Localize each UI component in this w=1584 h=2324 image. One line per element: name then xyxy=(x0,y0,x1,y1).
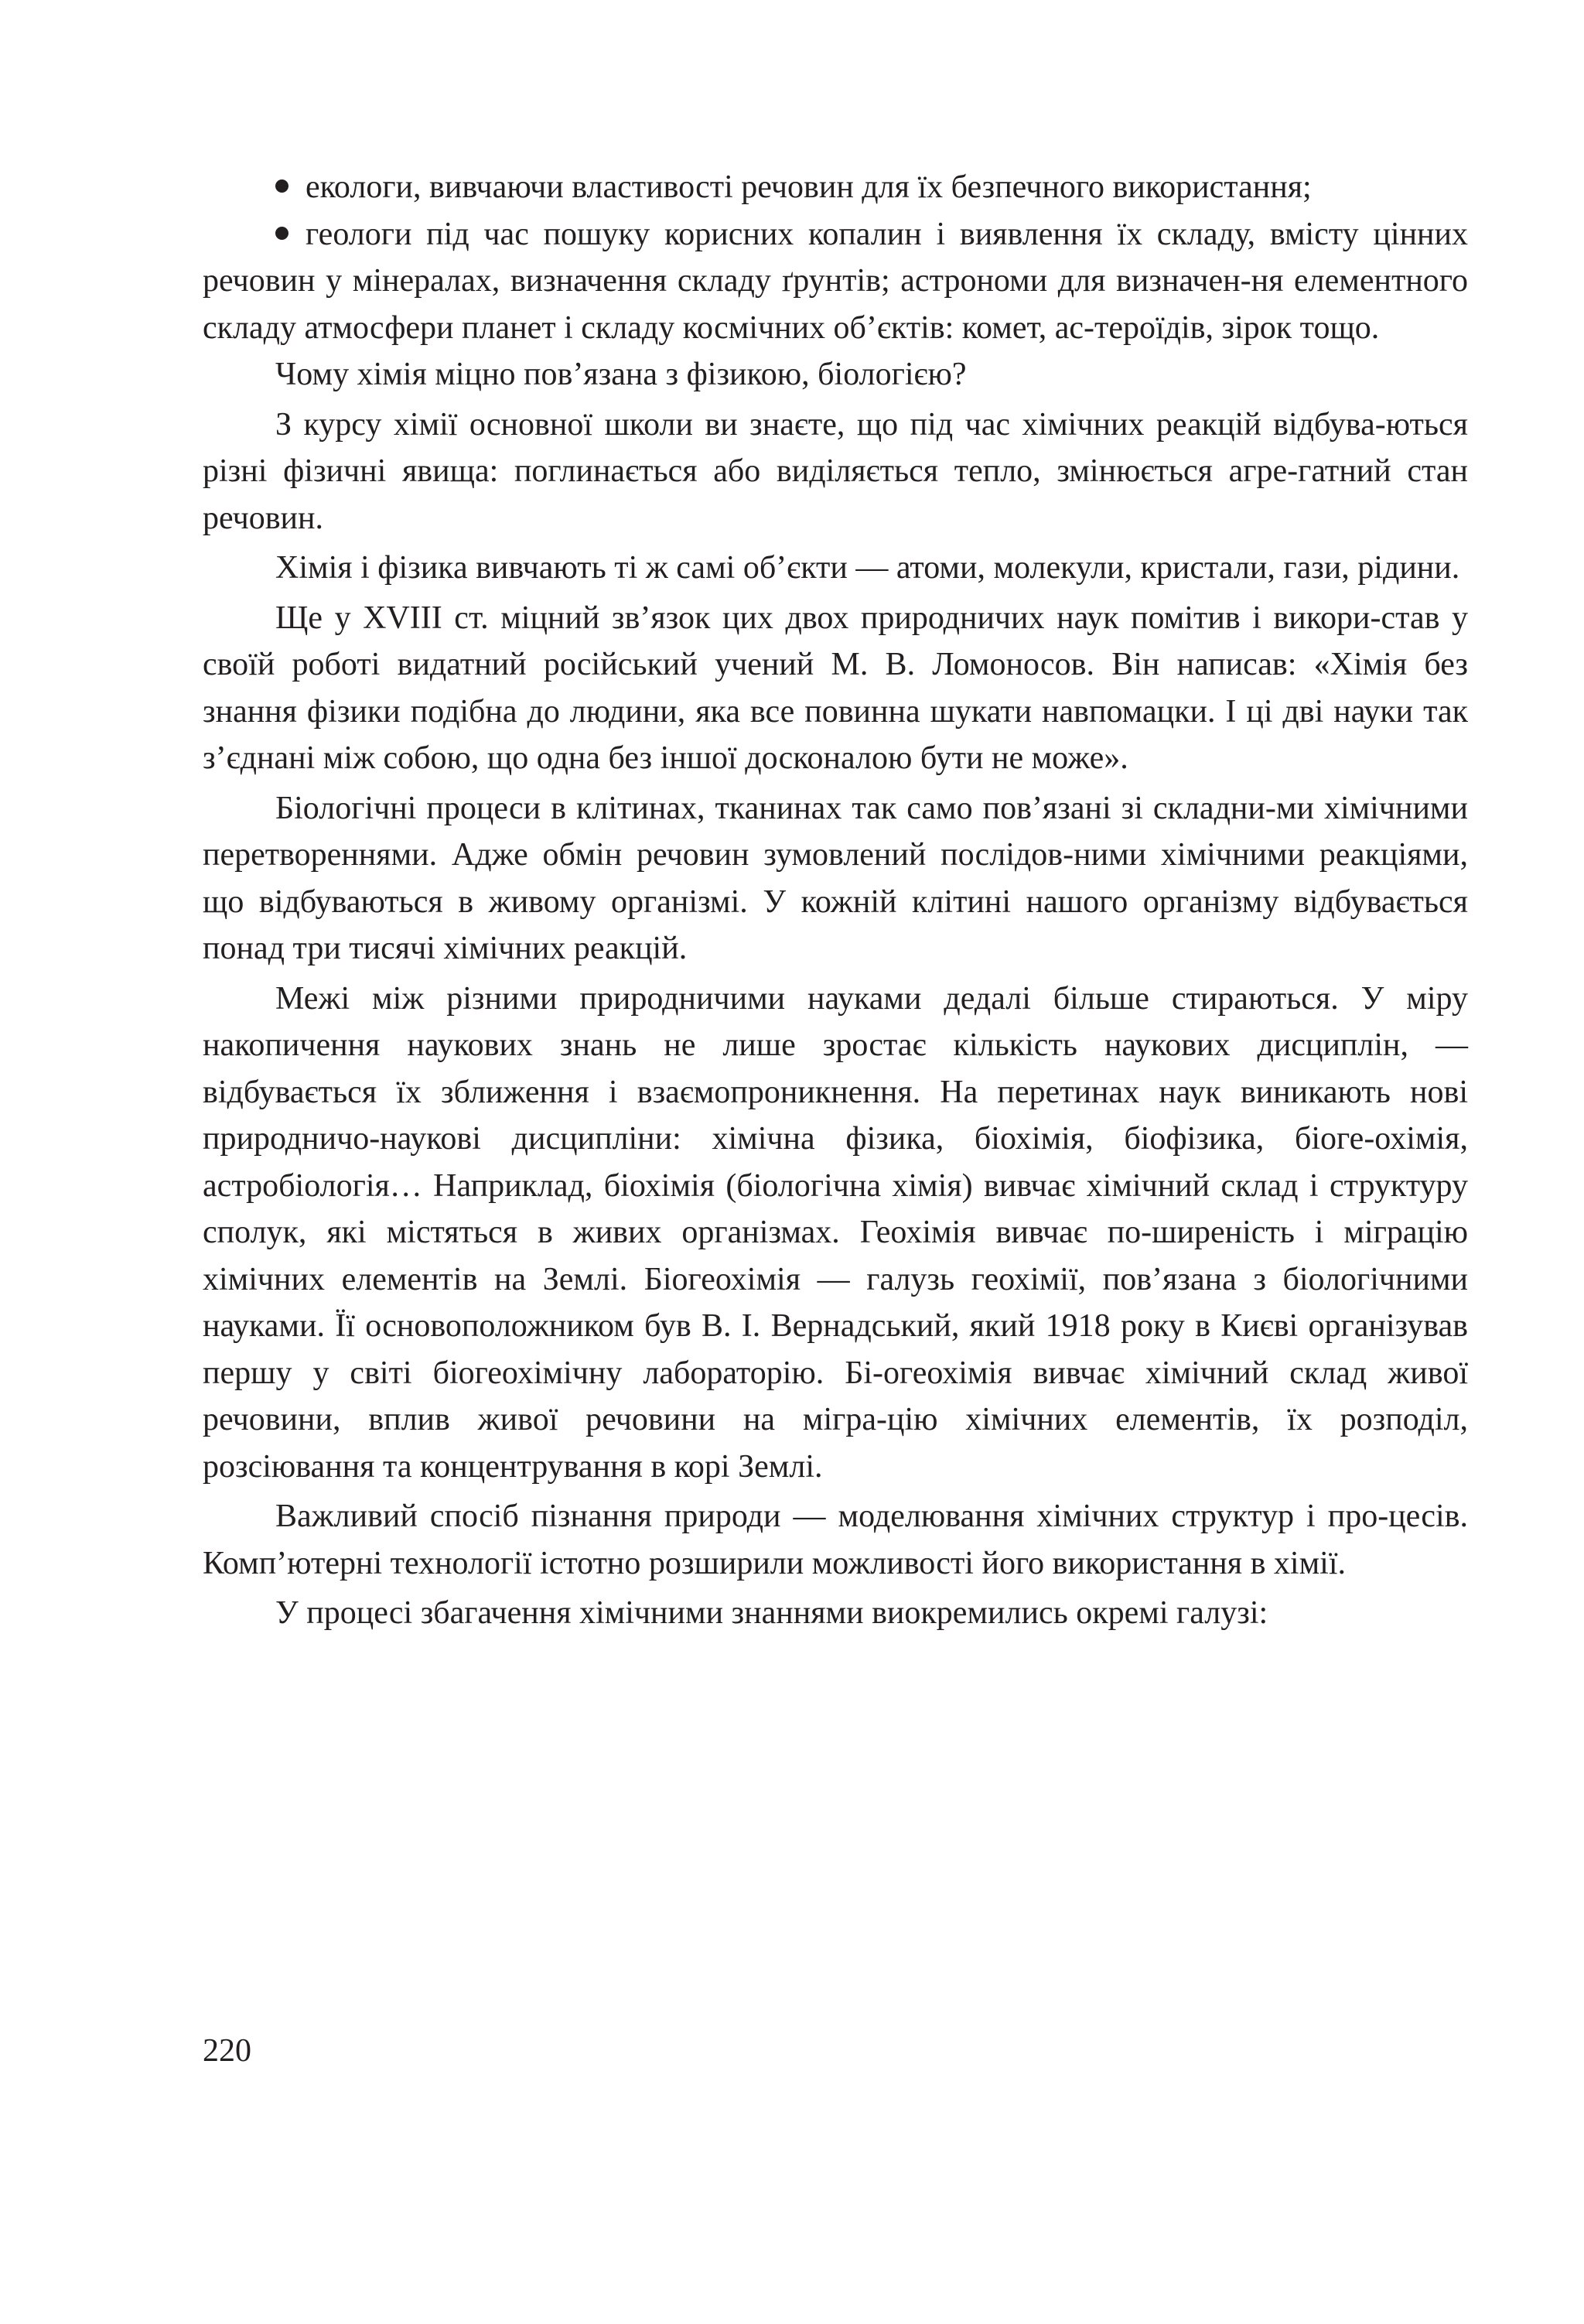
paragraph-biology: Біологічні процеси в клітинах, тканинах так само пов’язані зі складни-ми хімічними перетвореннями. Адже обмін речовин зумовлений послідов-ними хімічними реакціями, що відбуваються в живому організмі. У кожній клітині нашого організму відбувається понад три тисячі хімічних реакцій. xyxy=(203,790,1468,966)
bullet-item-ecologists xyxy=(203,164,1468,211)
paragraph-modeling: Важливий спосіб пізнання природи — моделювання хімічних структур і про-цесів. Комп’ютерні технології істотно розширили можливості його використання в хімії. xyxy=(203,1499,1468,1581)
bullet-icon xyxy=(275,227,288,240)
bullet-icon xyxy=(275,179,288,193)
paragraph-physical-phenomena: З курсу хімії основної школи ви знаєте, що під час хімічних реакцій відбува-ються різні фізичні явища: поглинається або виділяється тепло, змінюється агре-гатний стан речовин. xyxy=(203,406,1468,536)
page-body xyxy=(203,164,1468,1637)
bullet-item-geologists xyxy=(203,211,1468,352)
paragraph-lomonosov: Ще у XVIII ст. міцний зв’язок цих двох природничих наук помітив і викори-став у своїй роботі видатний російський учений М. В. Ломоносов. Він написав: «Хімія без знання фізики подібна до людини, яка все повинна шукати навпомацки. І ці дві науки так з’єднані між собою, що одна без іншої досконалою бути не може». xyxy=(203,600,1468,776)
paragraph-branches-intro: У процесі збагачення хімічними знаннями виокремились окремі галузі: xyxy=(275,1595,1268,1631)
paragraph-disciplines: Межі між різними природничими науками дедалі більше стираються. У міру накопичення наукових знань не лише зростає кількість наукових дисциплін, — відбувається їх зближення і взаємопроникнення. На перетинах наук виникають нові природничо-наукові дисципліни: хімічна фізика, біохімія, біофізика, біоге-охімія, астробіологія… Наприклад, біохімія (біологічна хімія) вивчає хімічний склад і структуру сполук, які містяться в живих організмах. Геохімія вивчає по-ширеність і міграцію хімічних елементів на Землі. Біогеохімія — галузь геохімії, пов’язана з біологічними науками. Її основоположником був В. І. Вернадський, який 1918 року в Києві організував першу у світі біогеохімічну лабораторію. Бі-огеохімія вивчає хімічний склад живої речовини, вплив живої речовини на мігра-цію хімічних елементів, їх розподіл, розсіювання та концентрування в корі Землі. xyxy=(203,980,1468,1485)
page-number: 220 xyxy=(203,2033,251,2069)
paragraph-question: Чому хімія міцно пов’язана з фізикою, біологією? xyxy=(275,357,967,392)
bullet-text: екологи, вивчаючи властивості речовин для їх безпечного використання; xyxy=(306,169,1312,205)
paragraph-same-objects: Хімія і фізика вивчають ті ж самі об’єкти — атоми, молекули, кристали, гази, рідини. xyxy=(275,550,1460,586)
bullet-text: геологи під час пошуку корисних копалин і виявлення їх складу, вмісту цінних речовин у мінералах, визначення складу ґрунтів; астрономи для визначен-ня елементного складу атмосфери планет і складу космічних об’єктів: комет, ас-тероїдів, зірок тощо. xyxy=(203,216,1468,346)
